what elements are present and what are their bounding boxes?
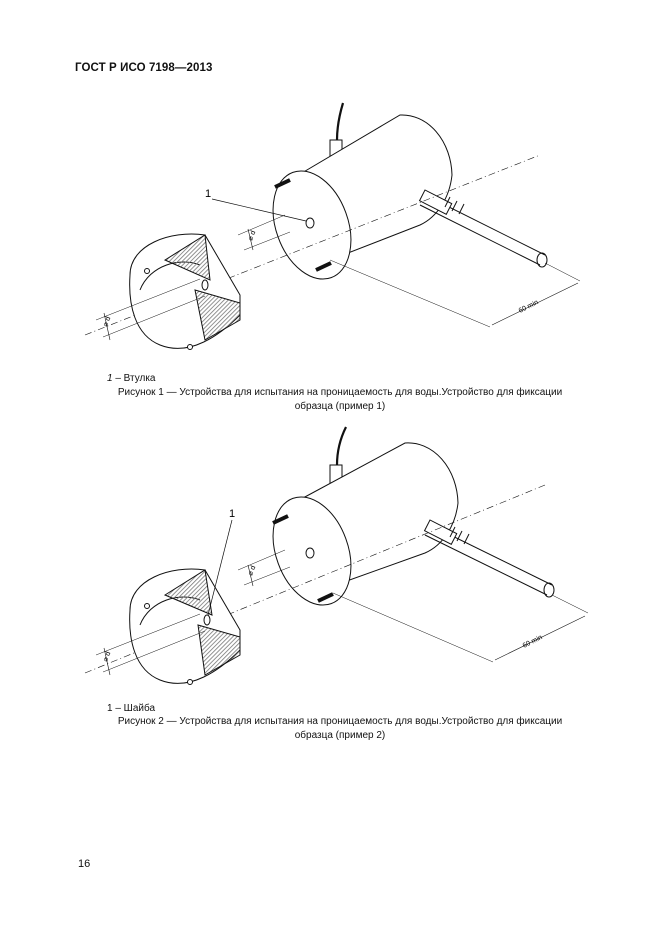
figure-2-caption — [70, 715, 610, 743]
figure-1-legend-number: 1 — [107, 373, 113, 384]
figure-2-caption-line-1: Рисунок 2 — Устройства для испытания на проницаемость для воды.Устройство для фиксации — [117, 716, 563, 727]
figure-2 — [0, 415, 661, 700]
figure-2-caption-line-2: образца (пример 2) — [294, 730, 386, 741]
figure-1-dim-large-d: ⌀ d — [102, 315, 113, 328]
figure-1-drawing — [0, 95, 661, 370]
figure-2-callout: 1 — [229, 508, 236, 520]
figure-2-legend: 1 – Шайба — [107, 703, 156, 714]
figure-1-caption-line-1: Рисунок 1 — Устройства для испытания на проницаемость для воды.Устройство для фиксации — [117, 387, 563, 398]
figure-1 — [0, 95, 661, 370]
figure-2-drawing — [0, 415, 661, 700]
figure-2-dim-large-d: ⌀ d — [102, 650, 113, 663]
cable — [337, 427, 346, 465]
figure-2-dim-length: 60 min — [521, 634, 544, 650]
cable — [337, 103, 343, 140]
document-header: ГОСТ Р ИСО 7198—2013 — [75, 62, 213, 74]
figure-1-callout: 1 — [205, 188, 212, 200]
figure-1-dim-small-d: ⌀ d — [247, 229, 258, 242]
figure-2-dim-small-d: ⌀ d — [247, 564, 258, 577]
figure-1-legend — [107, 373, 156, 384]
figure-1-legend-text: – Втулка — [115, 373, 156, 384]
figure-1-dim-length: 60 min — [517, 299, 540, 315]
figure-1-caption — [70, 386, 610, 414]
page-number: 16 — [78, 858, 91, 870]
figure-1-caption-line-2: образца (пример 1) — [294, 401, 386, 412]
